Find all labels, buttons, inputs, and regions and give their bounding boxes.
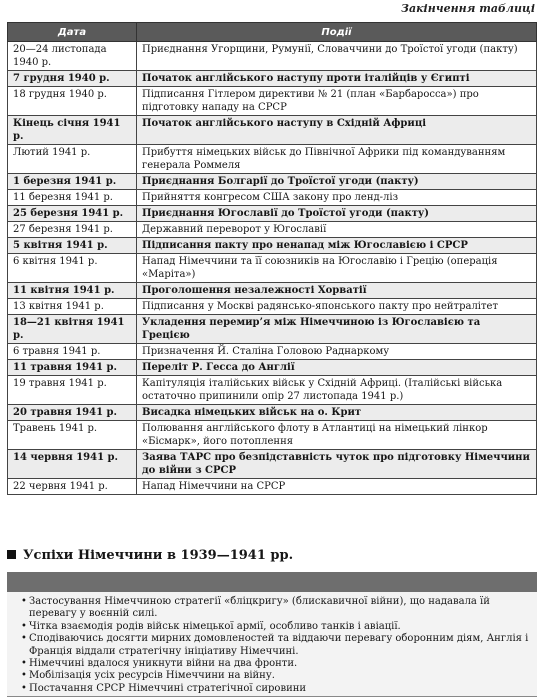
row-event: Полювання англійського флоту в Атлантиці на німецький лінкор «Бісмарк», його потоплення [137, 421, 537, 450]
row-event: Прибуття німецьких військ до Північної Африки під командуванням генерала Роммеля [137, 145, 537, 174]
table-row [8, 315, 537, 344]
row-date: 11 березня 1941 р. [8, 190, 137, 206]
row-event: Державний переворот у Югославії [137, 222, 537, 238]
row-date: 20 травня 1941 р. [8, 405, 137, 421]
row-date: Кінець січня 1941 р. [8, 116, 137, 145]
section-header-bar [7, 572, 537, 592]
table-row [8, 299, 537, 315]
row-event: Підписання пакту про ненапад між Югославією і СРСР [137, 238, 537, 254]
list-item: • Мобілізація усіх ресурсів Німеччини на війну. [21, 670, 531, 682]
row-date: 18 грудня 1940 р. [8, 87, 137, 116]
row-event: Підписання Гітлером директиви № 21 (план «Барбаросса») про підготовку нападу на СРСР [137, 87, 537, 116]
row-date: Лютий 1941 р. [8, 145, 137, 174]
row-date: 18—21 квітня 1941 р. [8, 315, 137, 344]
table-row [8, 145, 537, 174]
row-event: Напад Німеччини на СРСР [137, 479, 537, 495]
row-date: 5 квітня 1941 р. [8, 238, 137, 254]
section-title: Успіхи Німеччини в 1939—1941 рр. [23, 548, 294, 563]
row-event: Початок англійського наступу проти італійців у Єгипті [137, 71, 537, 87]
row-event: Приєднання Югославії до Троїстої угоди (пакту) [137, 206, 537, 222]
table-row [8, 254, 537, 283]
table-row [8, 42, 537, 71]
table-row [8, 283, 537, 299]
table-row [8, 206, 537, 222]
row-event: Приєднання Болгарії до Троїстої угоди (пакту) [137, 174, 537, 190]
row-event: Укладення перемир’я між Німеччиною із Югославією та Грецією [137, 315, 537, 344]
list-item: • Сподіваючись досягти мирних домовленостей та віддаючи перевагу оборонним діям, Англія і Франція віддали стратегічну ініціативу Німеччині. [21, 633, 531, 658]
table-row [8, 190, 537, 206]
row-date: 1 березня 1941 р. [8, 174, 137, 190]
table-row [8, 222, 537, 238]
table-row [8, 344, 537, 360]
table-row [8, 87, 537, 116]
row-date: Травень 1941 р. [8, 421, 137, 450]
row-event: Заява ТАРС про безпідставність чуток про підготовку Німеччини до війни з СРСР [137, 450, 537, 479]
table-row [8, 71, 537, 87]
row-event: Напад Німеччини та її союзників на Югославію і Грецію (операція «Маріта») [137, 254, 537, 283]
row-event: Початок англійського наступу в Східній Африці [137, 116, 537, 145]
row-event: Підписання у Москві радянсько-японського пакту про нейтралітет [137, 299, 537, 315]
row-date: 19 травня 1941 р. [8, 376, 137, 405]
reasons-list [7, 592, 537, 695]
list-item: • Постачання СРСР Німеччині стратегічної сировини [21, 683, 531, 695]
row-date: 11 квітня 1941 р. [8, 283, 137, 299]
row-event: Приєднання Угорщини, Румунії, Словаччини до Троїстої угоди (пакту) [137, 42, 537, 71]
list-item: • Чітка взаємодія родів військ німецької армії, особливо танків і авіації. [21, 621, 531, 633]
header-date: Дата [8, 23, 137, 42]
row-date: 11 травня 1941 р. [8, 360, 137, 376]
row-date: 13 квітня 1941 р. [8, 299, 137, 315]
table-continuation-caption: Закінчення таблиці [401, 2, 535, 15]
table-row [8, 479, 537, 495]
row-date: 6 травня 1941 р. [8, 344, 137, 360]
row-event: Переліт Р. Гесса до Англії [137, 360, 537, 376]
table-row [8, 360, 537, 376]
table-row [8, 405, 537, 421]
row-date: 25 березня 1941 р. [8, 206, 137, 222]
header-events: Події [137, 23, 537, 42]
row-date: 6 квітня 1941 р. [8, 254, 137, 283]
reasons-box [7, 592, 537, 697]
row-event: Проголошення незалежності Хорватії [137, 283, 537, 299]
row-date: 7 грудня 1940 р. [8, 71, 137, 87]
table-row [8, 376, 537, 405]
square-bullet-icon [7, 550, 16, 559]
table-row [8, 174, 537, 190]
row-date: 22 червня 1941 р. [8, 479, 137, 495]
table-header-row [8, 23, 537, 42]
row-event: Прийняття конгресом США закону про ленд-ліз [137, 190, 537, 206]
list-item: • Застосування Німеччиною стратегії «бліцкригу» (блискавичної війни), що надавала їй перевагу у воєнній силі. [21, 596, 531, 621]
row-event: Призначення Й. Сталіна Головою Раднаркому [137, 344, 537, 360]
table-row [8, 116, 537, 145]
row-date: 27 березня 1941 р. [8, 222, 137, 238]
section-heading [7, 548, 293, 563]
list-item: • Німеччині вдалося уникнути війни на два фронти. [21, 658, 531, 670]
events-table [7, 22, 537, 495]
table-row [8, 450, 537, 479]
row-event: Висадка німецьких військ на о. Крит [137, 405, 537, 421]
row-date: 20—24 листопада 1940 р. [8, 42, 137, 71]
row-date: 14 червня 1941 р. [8, 450, 137, 479]
table-row [8, 238, 537, 254]
table-row [8, 421, 537, 450]
row-event: Капітуляція італійських військ у Східній Африці. (Італійські війська остаточно припинили опір 27 листопада 1941 р.) [137, 376, 537, 405]
